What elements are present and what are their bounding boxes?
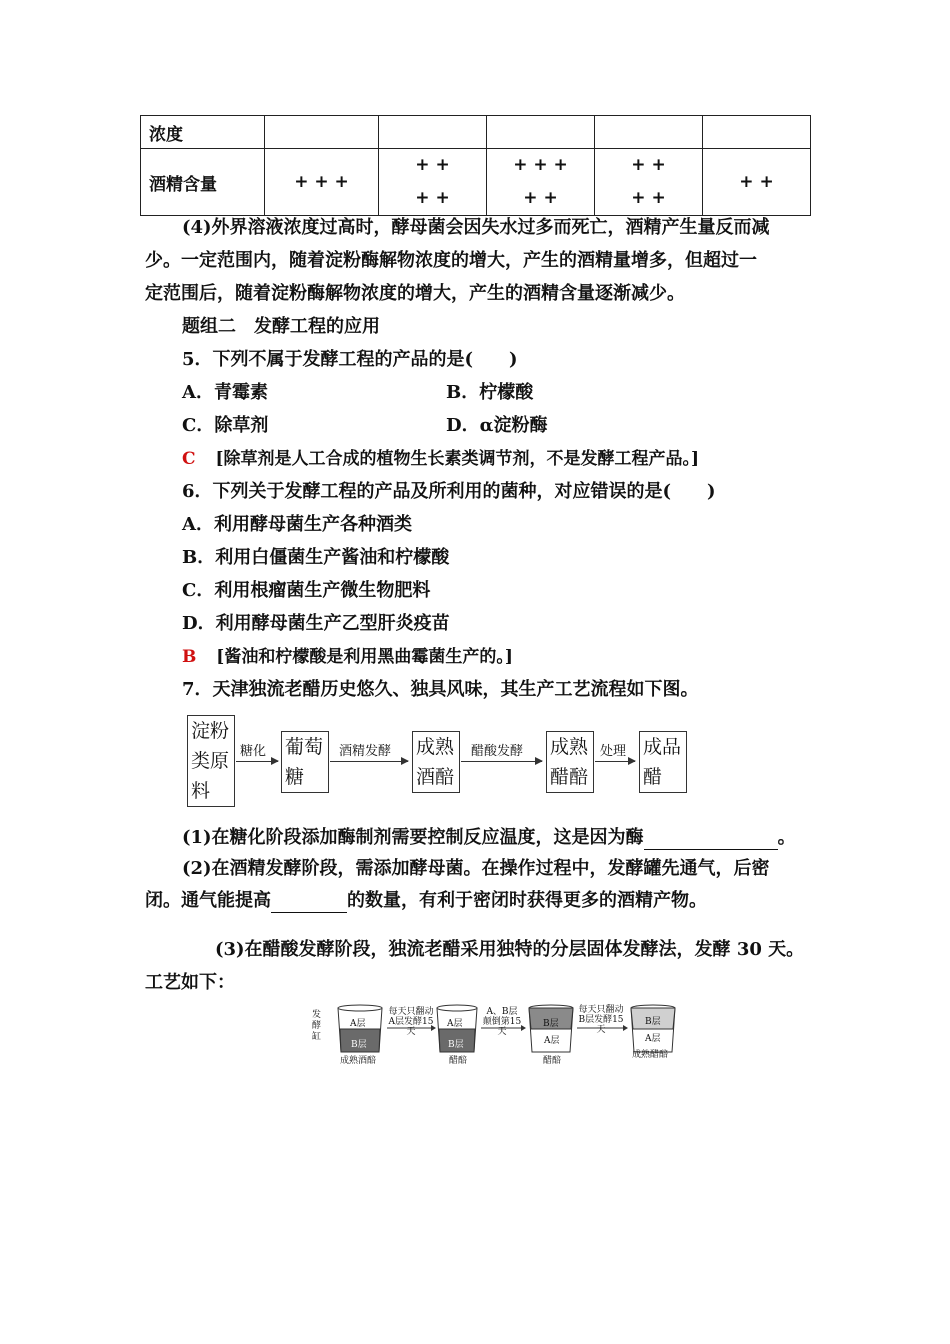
flow-box-text: 醋醅 — [550, 766, 589, 788]
jar-layer-bottom: A层 — [645, 1034, 661, 1044]
q7-sub2-line2 — [145, 889, 707, 913]
q7-sub3-line1: (3)在醋酸发酵阶段，独流老醋采用独特的分层固体发酵法，发酵 30 天。 — [215, 939, 805, 960]
flow-arrow-label: 糖化 — [240, 744, 267, 759]
q7-stem: 7．天津独流老醋历史悠久、独具风味，其生产工艺流程如下图。 — [182, 679, 699, 700]
jar-4 — [631, 1005, 675, 1052]
q5-option-a: A．青霉素 — [182, 382, 268, 403]
flow-box-mature-vinegar-mash — [546, 731, 594, 793]
q7-sub1-text: (1)在糖化阶段添加酶制剂需要控制反应温度，这是因为酶 — [182, 827, 644, 848]
flow-box-starch — [187, 715, 235, 807]
q7-sub1-end: 。 — [777, 827, 796, 848]
q7-sub1 — [182, 826, 796, 850]
table-cell — [265, 116, 379, 149]
flow-box-text: 成熟 — [416, 736, 455, 758]
jar-layer-bottom: B层 — [351, 1040, 367, 1050]
para4-line1: (4)外界溶液浓度过高时，酵母菌会因失水过多而死亡，酒精产生量反而减 — [182, 217, 770, 238]
flow-box-finished-vinegar — [639, 731, 687, 793]
q6-option-a: A．利用酵母菌生产各种酒类 — [182, 514, 412, 535]
q6-option-c: C．利用根瘤菌生产微生物肥料 — [182, 580, 431, 601]
jar-layer-top: A层 — [447, 1019, 463, 1029]
flow-box-text: 类原 — [191, 750, 230, 772]
q5-option-b: B．柠檬酸 — [446, 382, 534, 403]
table-cell: + + + + — [379, 149, 487, 216]
q5-answer — [182, 447, 699, 471]
q7-sub2-line1: (2)在酒精发酵阶段，需添加酵母菌。在操作过程中，发酵罐先通气，后密 — [182, 858, 770, 879]
jar-caption: 醋醅 — [449, 1056, 468, 1066]
para4-line2: 少。一定范围内，随着淀粉酶解物浓度的增大，产生的酒精量增多，但超过一 — [145, 250, 757, 271]
jar-layer-top: B层 — [645, 1017, 661, 1027]
flow-box-text: 酒醅 — [416, 766, 455, 788]
flow-box-mature-alcohol-mash — [412, 731, 460, 793]
jar-layer-bottom: B层 — [448, 1040, 464, 1050]
table-cell: + + — [703, 149, 811, 216]
para4-line3: 定范围后，随着淀粉酶解物浓度的增大，产生的酒精含量逐渐减少。 — [145, 283, 685, 304]
jar-caption: 醋醅 — [543, 1056, 562, 1066]
flow-arrow — [595, 761, 635, 762]
flow-arrow — [236, 761, 278, 762]
flow-box-text: 醋 — [643, 766, 663, 788]
q6-answer-letter: B — [182, 647, 197, 667]
q6-stem: 6．下列关于发酵工程的产品及所利用的菌种，对应错误的是( ) — [182, 481, 716, 502]
q5-option-c: C．除草剂 — [182, 415, 269, 436]
flow-arrow — [461, 761, 542, 762]
q7-sub2-text-a: 闭。通气能提高 — [145, 890, 271, 911]
flow-box-text: 糖 — [285, 766, 305, 788]
q7-sub3-line2: 工艺如下： — [145, 972, 235, 993]
flow-box-glucose — [281, 731, 329, 793]
flow-arrow — [330, 761, 408, 762]
table-cell: + + + — [265, 149, 379, 216]
concentration-table — [140, 115, 811, 216]
flow-arrow-label: 酒精发酵 — [339, 744, 392, 759]
jar-layer-top: B层 — [543, 1019, 559, 1029]
diagram-step-label: 每天只翻动B层发酵15天 — [578, 1005, 624, 1035]
flow-box-text: 成品 — [643, 736, 682, 758]
table-cell — [595, 116, 703, 149]
q5-stem: 5．下列不属于发酵工程的产品的是( ) — [182, 349, 518, 370]
table-cell — [703, 116, 811, 149]
q6-answer-text: [酱油和柠檬酸是利用黑曲霉菌生产的。] — [216, 647, 513, 667]
q6-option-d: D．利用酵母菌生产乙型肝炎疫苗 — [182, 613, 450, 634]
flow-box-text: 料 — [191, 780, 211, 802]
row-label-alcohol: 酒精含量 — [141, 149, 265, 216]
flow-box-text: 葡萄 — [285, 736, 324, 758]
q7-sub2-text-b: 的数量，有利于密闭时获得更多的酒精产物。 — [347, 890, 707, 911]
row-label-concentration: 浓度 — [141, 116, 265, 149]
q5-answer-text: [除草剂是人工合成的植物生长素类调节剂，不是发酵工程产品。] — [215, 449, 700, 469]
table-cell — [379, 116, 487, 149]
group-title: 题组二 发酵工程的应用 — [182, 316, 380, 337]
q5-option-d: D．α淀粉酶 — [446, 415, 548, 436]
flow-box-text: 成熟 — [550, 736, 589, 758]
jar-layer-top: A层 — [350, 1019, 366, 1029]
jar-caption: 成熟醋醅 — [632, 1050, 669, 1060]
table-cell — [487, 116, 595, 149]
q6-option-b: B．利用白僵菌生产酱油和柠檬酸 — [182, 547, 450, 568]
answer-blank[interactable] — [271, 894, 347, 913]
q5-answer-letter: C — [182, 449, 196, 469]
diagram-step-label: 每天只翻动A层发酵15天 — [388, 1007, 434, 1037]
flow-arrow-label: 处理 — [600, 744, 627, 759]
table-cell: + + + + + — [487, 149, 595, 216]
diagram-side-label: 发酵缸 — [312, 1010, 322, 1042]
jar-layer-bottom: A层 — [544, 1036, 560, 1046]
q6-answer — [182, 645, 513, 669]
answer-blank[interactable] — [644, 831, 778, 850]
flow-box-text: 淀粉 — [191, 720, 230, 742]
jar-caption: 成熟酒醅 — [340, 1056, 377, 1066]
diagram-step-label: A、B层颠倒第15天 — [482, 1007, 522, 1037]
flow-arrow-label: 醋酸发酵 — [471, 744, 524, 759]
table-cell: + + + + — [595, 149, 703, 216]
